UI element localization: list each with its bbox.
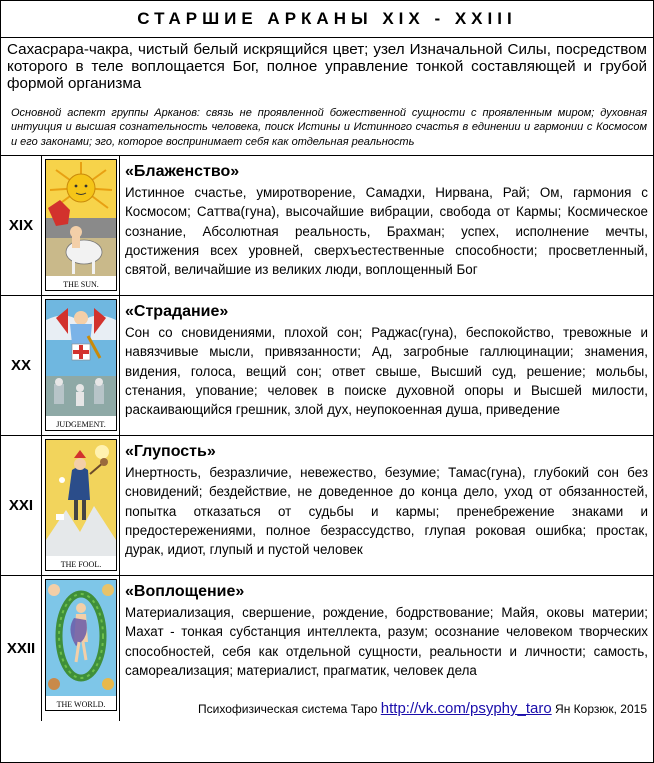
- footer-prefix: Психофизическая система Таро: [198, 702, 378, 716]
- arcana-numeral: XX: [1, 296, 42, 435]
- arcana-content: [119, 156, 653, 295]
- arcana-name: «Воплощение»: [125, 583, 245, 600]
- arcana-description: Инертность, безразличие, невежество, безумие; Тамас(гуна), глубокий сон без сновидений; бездействие, не доведенное до конца дело, уход от обязанностей, попытка отказаться от судьбы и кармы; пренебрежение знаками и предостережениями, полное безрассудство, глупая роковая ошибка; простак, дурак, идиот, глупый и пустой человек: [125, 465, 648, 558]
- card-label: THE SUN.: [63, 280, 99, 289]
- chakra-description: Сахасрара-чакра, чистый белый искрящийся цвет; узел Изначальной Силы, посредством которого в теле воплощается Бог, полное управление тонкой составляющей и грубой формой организма: [7, 41, 647, 92]
- vk-link[interactable]: http://vk.com/psyphy_taro: [380, 700, 552, 717]
- arcana-row-xxi: [1, 436, 653, 576]
- intro-block: [1, 38, 653, 156]
- arcana-numeral: XXI: [1, 436, 42, 575]
- footer-credit: [198, 700, 647, 717]
- arcana-content: [119, 576, 653, 721]
- judgement-card-illustration: [46, 300, 116, 430]
- card-label: THE FOOL.: [60, 560, 102, 569]
- arcana-content: [119, 296, 653, 435]
- arcana-name: «Блаженство»: [125, 163, 240, 180]
- card-label: THE WORLD.: [56, 700, 106, 709]
- judgement-card-image: [45, 299, 117, 431]
- footer-suffix: Ян Корзюк, 2015: [555, 702, 647, 716]
- world-card-image: [45, 579, 117, 711]
- arcana-row-xx: [1, 296, 653, 436]
- arcana-description: Истинное счастье, умиротворение, Самадхи, Нирвана, Рай; Ом, гармония с Космосом; Саттва(гуна), высочайшие вибрации, свобода от Кармы; Космическое сознание, Абсолютная реальность, Брахман; успех, исполнение мечты, достижения всех уровней, сверхъестественные способности; просветленный, святой, величайшие из великих люди, воплощенный Бог: [125, 185, 648, 278]
- card-label: JUDGEMENT.: [56, 420, 106, 429]
- arcana-content: [119, 436, 653, 575]
- fool-card-illustration: [46, 440, 116, 570]
- arcana-description: Материализация, свершение, рождение, бодрствование; Майя, оковы материи; Махат - тонкая субстанция интеллекта, разум; осознание человеком творческих способностей, себя как отдельной сущности, реальности и личности; самость, самореализация; материалист, прагматик, человек дела: [125, 605, 648, 678]
- arcana-name: «Глупость»: [125, 443, 216, 460]
- fool-card-image: [45, 439, 117, 571]
- world-card-illustration: [46, 580, 116, 710]
- arcana-name: «Страдание»: [125, 303, 229, 320]
- page-title: СТАРШИЕ АРКАНЫ XIX - XXIII: [1, 1, 653, 38]
- arcana-numeral: XXII: [1, 576, 42, 721]
- arcana-row-xix: [1, 156, 653, 296]
- arcana-row-xxii: [1, 576, 653, 721]
- group-aspect-description: Основной аспект группы Арканов: связь не проявленной божественной сущности с проявленным миром; духовная интуиция и высшая сознательность человека, поиск Истины и Истинного счастья в единении и гармонии с Космосом и его законами; эго, которое воспринимает себя как отдельная реальность: [11, 107, 647, 148]
- arcana-description: Сон со сновидениями, плохой сон; Раджас(гуна), беспокойство, тревожные и навязчивые мысли, привязанности; Ад, загробные галлюцинации; знамения, видения, голоса, вещий сон; ответ свыше, Высший суд, решение; мольбы, стенания, упование; человек в поиске духовной опоры и Высшей милости, раскаивающийся грешник, злой дух, неупокоенная душа, приведение: [125, 325, 648, 418]
- sun-card-illustration: [46, 160, 116, 290]
- arcana-numeral: XIX: [1, 156, 42, 295]
- sun-card-image: [45, 159, 117, 291]
